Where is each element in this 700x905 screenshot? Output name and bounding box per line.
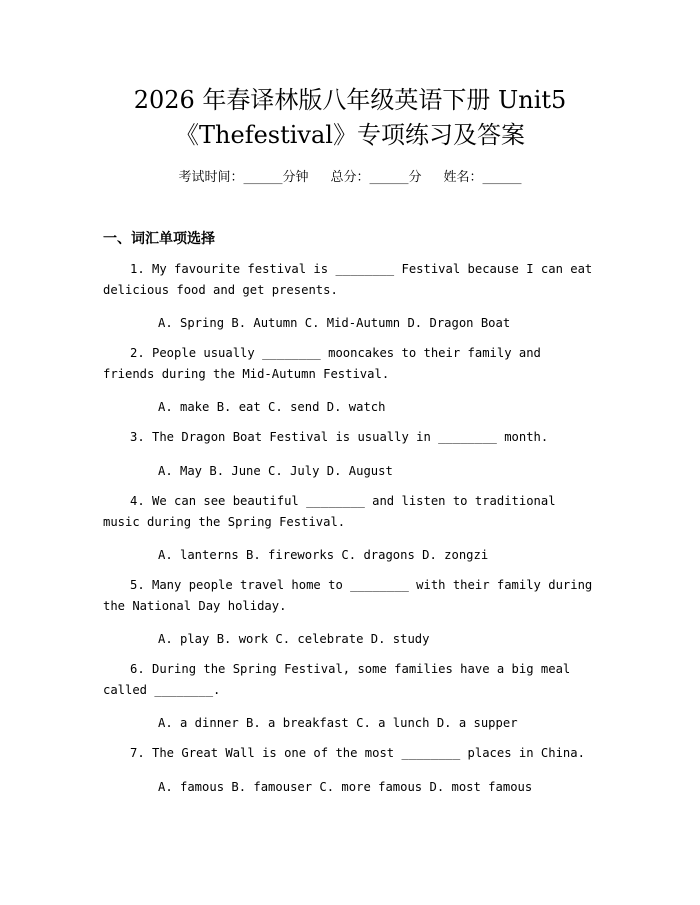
question-5-options: A. play B. work C. celebrate D. study [158,632,430,646]
question-5-stem: 5. Many people travel home to ________ with their family during the National Day holiday. [103,578,593,613]
title-line-2: 《Thefestival》专项练习及答案 [175,121,525,149]
question-3-stem: 3. The Dragon Boat Festival is usually in ________ month. [130,430,549,444]
title-line-1: 2026 年春译林版八年级英语下册 Unit5 [133,86,567,114]
question-4-options: A. lanterns B. fireworks C. dragons D. zongzi [158,548,489,562]
question-6-options: A. a dinner B. a breakfast C. a lunch D. a supper [158,716,518,730]
question-7-stem: 7. The Great Wall is one of the most ________ places in China. [130,746,585,760]
exam-info [0,169,700,187]
exam-time: 考试时间：______分钟 [178,170,309,185]
question-2-stem: 2. People usually ________ mooncakes to their family and friends during the Mid-Autumn Festival. [103,346,541,381]
question-1-stem: 1. My favourite festival is ________ Festival because I can eat delicious food and get presents. [103,262,593,297]
exam-name-field: 姓名：______ [443,170,522,185]
question-4-stem: 4. We can see beautiful ________ and listen to traditional music during the Spring Festival. [103,494,556,529]
question-1-options: A. Spring B. Autumn C. Mid-Autumn D. Dragon Boat [158,316,511,330]
question-2-options: A. make B. eat C. send D. watch [158,400,386,414]
exam-total-score: 总分：______分 [330,170,422,185]
question-6-stem: 6. During the Spring Festival, some families have a big meal called ________. [103,662,571,697]
question-3-options: A. May B. June C. July D. August [158,464,393,478]
question-7-options: A. famous B. famouser C. more famous D. most famous [158,780,533,794]
section-heading: 一、词汇单项选择 [103,231,215,247]
